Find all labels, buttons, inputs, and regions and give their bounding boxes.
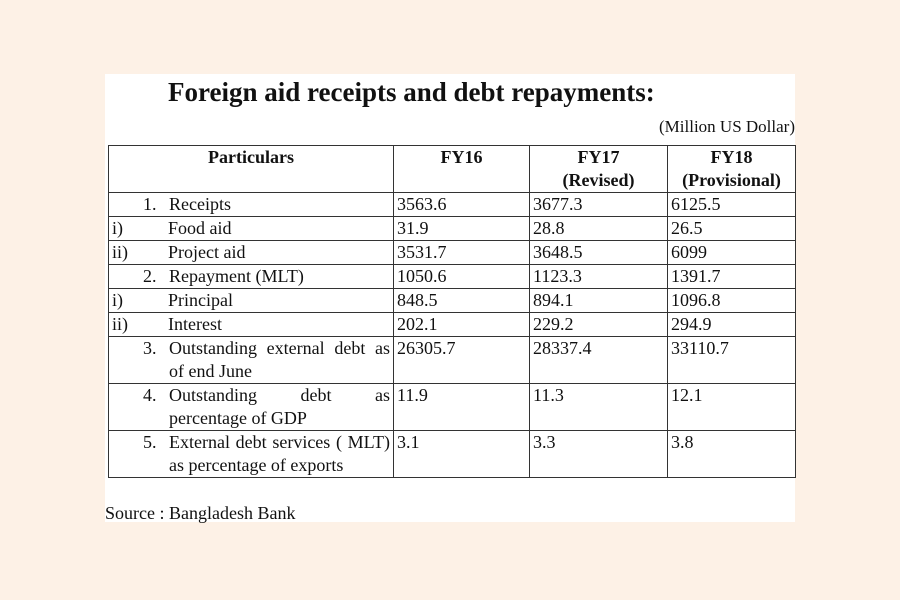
header-fy18-sublabel: (Provisional) [682, 170, 781, 190]
row-number: 3. [143, 338, 157, 358]
row-label [109, 337, 394, 384]
row-number: 1. [143, 194, 157, 214]
header-fy18-label: FY18 [710, 147, 753, 167]
cell-fy17: 3.3 [530, 431, 668, 478]
row-label [109, 289, 394, 313]
cell-fy17: 11.3 [530, 384, 668, 431]
cell-fy16: 202.1 [394, 313, 530, 337]
row-text: Principal [168, 290, 233, 310]
header-particulars: Particulars [109, 146, 394, 193]
table-row [109, 193, 796, 217]
header-fy17 [530, 146, 668, 193]
row-number: ii) [112, 242, 128, 262]
table-row [109, 313, 796, 337]
cell-fy18: 1096.8 [668, 289, 796, 313]
cell-fy16: 848.5 [394, 289, 530, 313]
row-text: Outstanding debt as percentage of GDP [169, 385, 390, 428]
row-label [109, 431, 394, 478]
row-text: Repayment (MLT) [169, 266, 304, 286]
row-number: 5. [143, 432, 157, 452]
cell-fy16: 1050.6 [394, 265, 530, 289]
cell-fy18: 6125.5 [668, 193, 796, 217]
row-text: Food aid [168, 218, 232, 238]
cell-fy17: 28.8 [530, 217, 668, 241]
cell-fy17: 3648.5 [530, 241, 668, 265]
cell-fy16: 3531.7 [394, 241, 530, 265]
cell-fy16: 11.9 [394, 384, 530, 431]
row-number: ii) [112, 314, 128, 334]
cell-fy18: 26.5 [668, 217, 796, 241]
header-fy16: FY16 [394, 146, 530, 193]
table-row [109, 431, 796, 478]
source-note: Source : Bangladesh Bank [105, 503, 296, 523]
cell-fy18: 1391.7 [668, 265, 796, 289]
table-row [109, 217, 796, 241]
row-text: Outstanding external debt as of end June [169, 338, 390, 381]
cell-fy17: 1123.3 [530, 265, 668, 289]
header-fy18 [668, 146, 796, 193]
cell-fy17: 229.2 [530, 313, 668, 337]
table-row [109, 384, 796, 431]
data-table [108, 145, 796, 478]
row-label [109, 193, 394, 217]
document-page [105, 74, 795, 522]
table-row [109, 265, 796, 289]
row-label [109, 313, 394, 337]
row-text: Receipts [169, 194, 231, 214]
cell-fy18: 6099 [668, 241, 796, 265]
cell-fy18: 294.9 [668, 313, 796, 337]
table-row [109, 337, 796, 384]
cell-fy18: 33110.7 [668, 337, 796, 384]
cell-fy17: 894.1 [530, 289, 668, 313]
header-fy17-label: FY17 [577, 147, 620, 167]
row-label [109, 265, 394, 289]
row-number: i) [112, 218, 123, 238]
cell-fy16: 3563.6 [394, 193, 530, 217]
row-label [109, 217, 394, 241]
row-number: i) [112, 290, 123, 310]
table-row [109, 289, 796, 313]
cell-fy16: 31.9 [394, 217, 530, 241]
row-text: Interest [168, 314, 222, 334]
row-text: External debt services ( MLT) as percentage of exports [169, 432, 390, 475]
row-label [109, 384, 394, 431]
cell-fy17: 3677.3 [530, 193, 668, 217]
table-row [109, 241, 796, 265]
row-number: 2. [143, 266, 157, 286]
unit-note: (Million US Dollar) [659, 117, 795, 136]
cell-fy16: 3.1 [394, 431, 530, 478]
row-label [109, 241, 394, 265]
row-text: Project aid [168, 242, 246, 262]
page-title: Foreign aid receipts and debt repayments: [168, 77, 655, 107]
table-header-row [109, 146, 796, 193]
cell-fy18: 12.1 [668, 384, 796, 431]
cell-fy18: 3.8 [668, 431, 796, 478]
cell-fy16: 26305.7 [394, 337, 530, 384]
cell-fy17: 28337.4 [530, 337, 668, 384]
row-number: 4. [143, 385, 157, 405]
header-fy17-sublabel: (Revised) [562, 170, 635, 190]
